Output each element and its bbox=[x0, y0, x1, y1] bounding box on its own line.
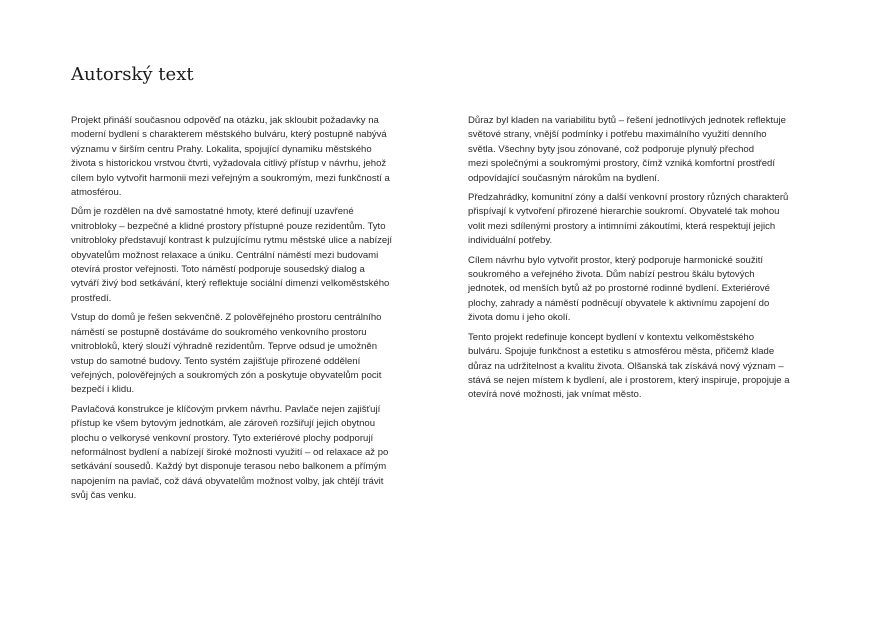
text-line: mezi společnými a soukromými prostory, čímž vzniká komfortní prostředí bbox=[468, 158, 776, 170]
paragraph bbox=[71, 311, 427, 397]
text-line: jednotek, od menších bytů až po prostorné rodinné bydlení. Exteriérové bbox=[468, 283, 770, 295]
text-line: atmosférou. bbox=[71, 187, 122, 199]
text-line: světla. Všechny byty jsou zónované, což podporuje plynulý přechod bbox=[468, 143, 755, 155]
paragraph bbox=[468, 114, 828, 186]
text-line: Tento projekt redefinuje koncept bydlení v kontextu velkoměstského bbox=[468, 331, 755, 343]
text-line: plochu o velkorysé venkovní prostory. Tyto exteriérové plochy podporují bbox=[71, 432, 374, 444]
text-line: vnitrobloků, který slouží výhradně rezidentům. Teprve odsud je umožněn bbox=[71, 341, 378, 353]
page-title: Autorský text bbox=[71, 64, 194, 85]
text-line: odpovídající současným nárokům na bydlení. bbox=[468, 172, 660, 184]
text-line: důraz na udržitelnost a kvalitu života. Olšanská tak získává nový význam – bbox=[468, 360, 784, 372]
text-line: prostředí. bbox=[71, 292, 112, 304]
text-line: přispívají k vytvoření přirozené hierarchie soukromí. Obyvatelé tak mohou bbox=[468, 206, 780, 218]
left-text-column bbox=[71, 114, 427, 509]
text-line: Cílem návrhu bylo vytvořit prostor, který podporuje harmonické soužití bbox=[468, 254, 764, 266]
text-line: významu v širším centru Prahy. Lokalita, spojující dynamiku městského bbox=[71, 143, 372, 155]
text-line: otevírá nové možnosti, jak vnímat město. bbox=[468, 389, 642, 401]
text-line: moderní bydlení s charakterem městského bulváru, který postupně nabývá bbox=[71, 129, 387, 141]
text-line: světové strany, vnější podmínky i potřebu maximálního využití denního bbox=[468, 129, 767, 141]
text-line: soukromého a veřejného života. Dům nabízí pestrou škálu bytových bbox=[468, 269, 755, 281]
text-line: veřejných, polověřejných a soukromých zón a poskytuje obyvatelům pocit bbox=[71, 369, 382, 381]
text-line: obyvatelům možnost relaxace a úniku. Centrální náměstí mezi budovami bbox=[71, 249, 379, 261]
text-line: cílem bylo vytvořit harmonii mezi veřejným a soukromým, mezi funkčností a bbox=[71, 172, 390, 184]
right-text-column bbox=[468, 114, 828, 408]
text-line: života domu i jeho okolí. bbox=[468, 312, 571, 324]
text-line: Dům je rozdělen na dvě samostatné hmoty, které definují uzavřené bbox=[71, 206, 354, 218]
text-line: individuální potřeby. bbox=[468, 235, 553, 247]
text-line: vytváří živý bod setkávání, který reflektuje sociální dimenzi velkoměstského bbox=[71, 278, 390, 290]
text-line: stává se nejen místem k bydlení, ale i prostorem, který inspiruje, propojuje a bbox=[468, 374, 790, 386]
text-line: Projekt přináší současnou odpověď na otázku, jak skloubit požadavky na bbox=[71, 115, 379, 126]
text-line: otevírá prostor veřejnosti. Toto náměstí podporuje sousedský dialog a bbox=[71, 264, 365, 276]
text-line: Vstup do domů je řešen sekvenčně. Z polověřejného prostoru centrálního bbox=[71, 312, 382, 324]
paragraph bbox=[468, 254, 828, 326]
text-line: plochy, zahrady a náměstí podněcují obyvatele k aktivnímu zapojení do bbox=[468, 297, 770, 309]
paragraph bbox=[468, 331, 828, 403]
text-line: svůj čas venku. bbox=[71, 490, 137, 502]
text-line: náměstí se postupně dostáváme do soukromého venkovního prostoru bbox=[71, 326, 367, 338]
text-line: Důraz byl kladen na variabilitu bytů – řešení jednotlivých jednotek reflektuje bbox=[468, 115, 786, 126]
paragraph bbox=[71, 114, 427, 200]
text-line: života s historickou vrstvou čtvrti, vyžadovala citlivý přístup v návrhu, jehož bbox=[71, 158, 387, 170]
text-line: vnitrobloky představují kontrast k pulzujícímu rytmu městské ulice a nabízejí bbox=[71, 235, 393, 247]
text-line: vnitrobloky – bezpečné a klidné prostory přístupné pouze rezidentům. Tyto bbox=[71, 220, 386, 232]
text-line: volit mezi sdílenými prostory a intimními zákoutími, která respektují jejich bbox=[468, 220, 776, 232]
text-line: Předzahrádky, komunitní zóny a další venkovní prostory různých charakterů bbox=[468, 192, 789, 204]
paragraph bbox=[468, 191, 828, 249]
text-line: napojením na pavlač, což dává obyvatelům možnost volby, jak chtějí trávit bbox=[71, 475, 384, 487]
text-line: vstup do samotné budovy. Tento systém zajišťuje přirozené oddělení bbox=[71, 355, 361, 367]
text-line: přístup ke všem bytovým jednotkám, ale zároveň rozšiřují jejich obytnou bbox=[71, 418, 376, 430]
text-line: bezpečí i klidu. bbox=[71, 384, 135, 396]
text-line: neformálnost bydlení a nabízejí široké možnosti využití – od relaxace až po bbox=[71, 446, 389, 458]
text-line: setkávání sousedů. Každý byt disponuje terasou nebo balkonem a přímým bbox=[71, 461, 387, 473]
text-line: Pavlačová konstrukce je klíčovým prvkem návrhu. Pavlače nejen zajišťují bbox=[71, 403, 381, 415]
text-line: bulváru. Spojuje funkčnost a estetiku s atmosférou města, přičemž klade bbox=[468, 346, 775, 358]
paragraph bbox=[71, 403, 427, 504]
paragraph bbox=[71, 205, 427, 306]
